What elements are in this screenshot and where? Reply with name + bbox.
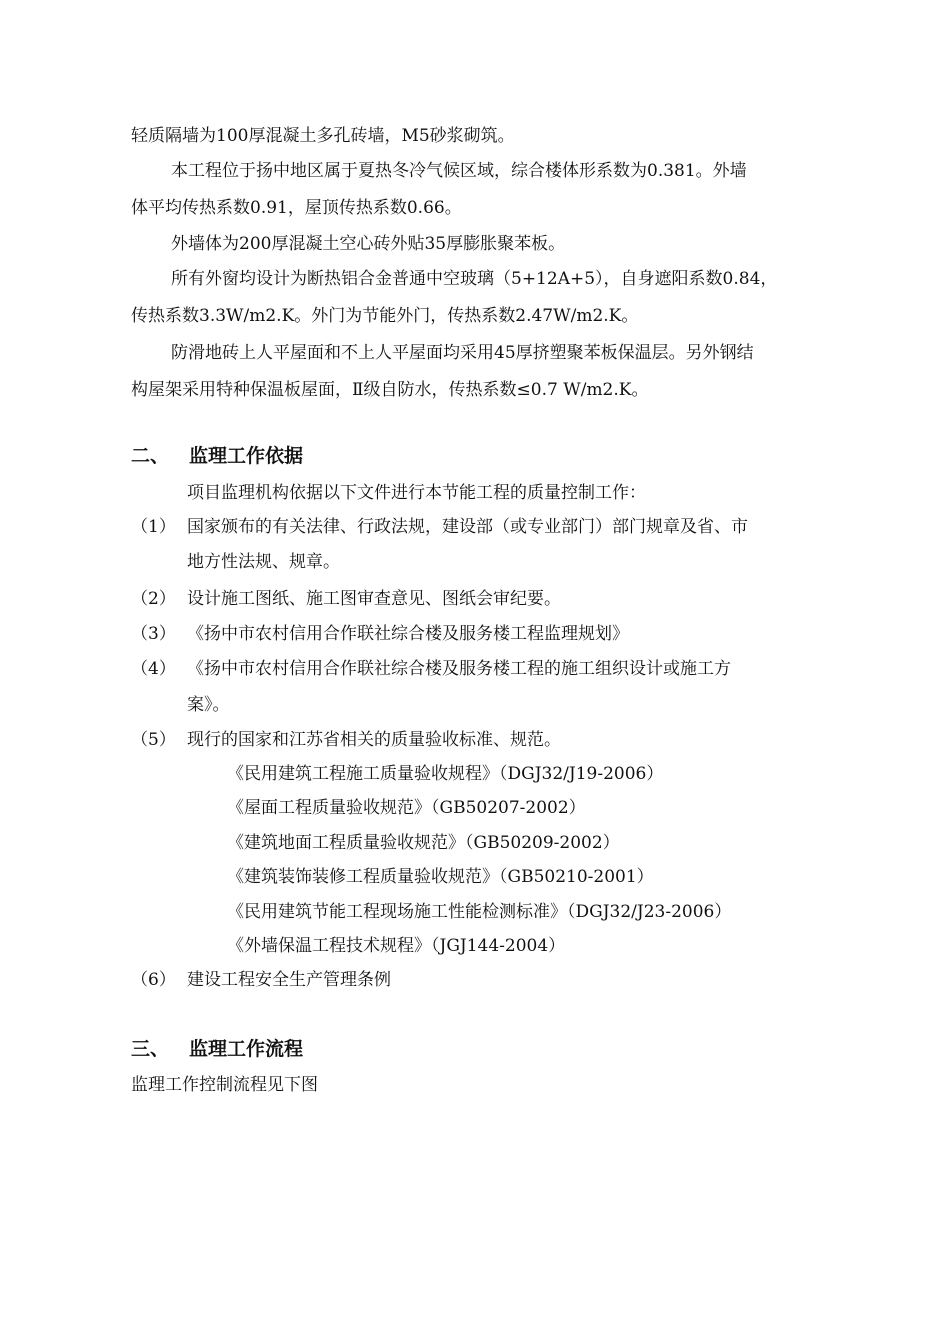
list-item-text: 设计施工图纸、施工图审查意见、图纸会审纪要。 (187, 589, 561, 609)
list-item (131, 728, 561, 752)
paragraph-roof-line1: 防滑地砖上人平屋面和不上人平屋面均采用45厚挤塑聚苯板保温层。另外钢结 (171, 343, 754, 363)
list-item-number: （4） (131, 659, 176, 679)
paragraph-windows-line1: 所有外窗均设计为断热铝合金普通中空玻璃（5+12A+5），自身遮阳系数0.84， (171, 269, 778, 289)
section-title-3: 监理工作流程 (189, 1038, 304, 1060)
list-item (131, 657, 731, 681)
list-item-continuation: 地方性法规、规章。 (187, 552, 340, 572)
standard-item: 《建筑地面工程质量验收规范》（GB50209-2002） (227, 833, 620, 853)
paragraph-partition-wall: 轻质隔墙为100厚混凝土多孔砖墙，M5砂浆砌筑。 (131, 126, 515, 146)
standard-item: 《民用建筑节能工程现场施工性能检测标准》（DGJ32/J23-2006） (227, 902, 732, 922)
paragraph-climate-line1: 本工程位于扬中地区属于夏热冬冷气候区域，综合楼体形系数为0.381。外墙 (171, 161, 747, 181)
list-item (131, 515, 748, 539)
list-item-text: 建设工程安全生产管理条例 (187, 970, 391, 990)
list-item-text: 现行的国家和江苏省相关的质量验收标准、规范。 (187, 730, 561, 750)
list-item-number: （1） (131, 517, 176, 537)
list-item-number: （6） (131, 970, 176, 990)
standard-item: 《民用建筑工程施工质量验收规程》（DGJ32/J19-2006） (227, 764, 664, 784)
paragraph-exterior-wall: 外墙体为200厚混凝土空心砖外贴35厚膨胀聚苯板。 (171, 234, 566, 254)
list-item-text: 《扬中市农村信用合作联社综合楼及服务楼工程的施工组织设计或施工方 (187, 659, 731, 679)
section-number-2: 二、 (131, 445, 170, 467)
list-item-text: 《扬中市农村信用合作联社综合楼及服务楼工程监理规划》 (187, 624, 629, 644)
section-number-3: 三、 (131, 1038, 170, 1060)
section-heading-3 (131, 1037, 303, 1061)
list-item-number: （5） (131, 730, 176, 750)
section3-text: 监理工作控制流程见下图 (131, 1075, 318, 1095)
paragraph-climate-line2: 体平均传热系数0.91，屋顶传热系数0.66。 (131, 198, 462, 218)
section-title-2: 监理工作依据 (189, 445, 304, 467)
list-item (131, 587, 561, 611)
list-item-number: （3） (131, 624, 176, 644)
standard-item: 《建筑装饰装修工程质量验收规范》（GB50210-2001） (227, 867, 654, 887)
paragraph-roof-line2: 构屋架采用特种保温板屋面，Ⅱ级自防水，传热系数≤0.7 W/m2.K。 (131, 380, 649, 400)
standard-item: 《屋面工程质量验收规范》（GB50207-2002） (227, 798, 586, 818)
list-item-text: 国家颁布的有关法律、行政法规，建设部（或专业部门）部门规章及省、市 (187, 517, 748, 537)
list-item-number: （2） (131, 589, 176, 609)
list-item (131, 968, 391, 992)
paragraph-windows-line2: 传热系数3.3W/m2.K。外门为节能外门，传热系数2.47W/m2.K。 (131, 306, 639, 326)
list-item (131, 622, 629, 646)
standard-item: 《外墙保温工程技术规程》（JGJ144-2004） (227, 936, 566, 956)
list-item-continuation: 案》。 (187, 695, 230, 715)
section2-lead: 项目监理机构依据以下文件进行本节能工程的质量控制工作： (187, 483, 646, 503)
section-heading-2 (131, 444, 303, 468)
